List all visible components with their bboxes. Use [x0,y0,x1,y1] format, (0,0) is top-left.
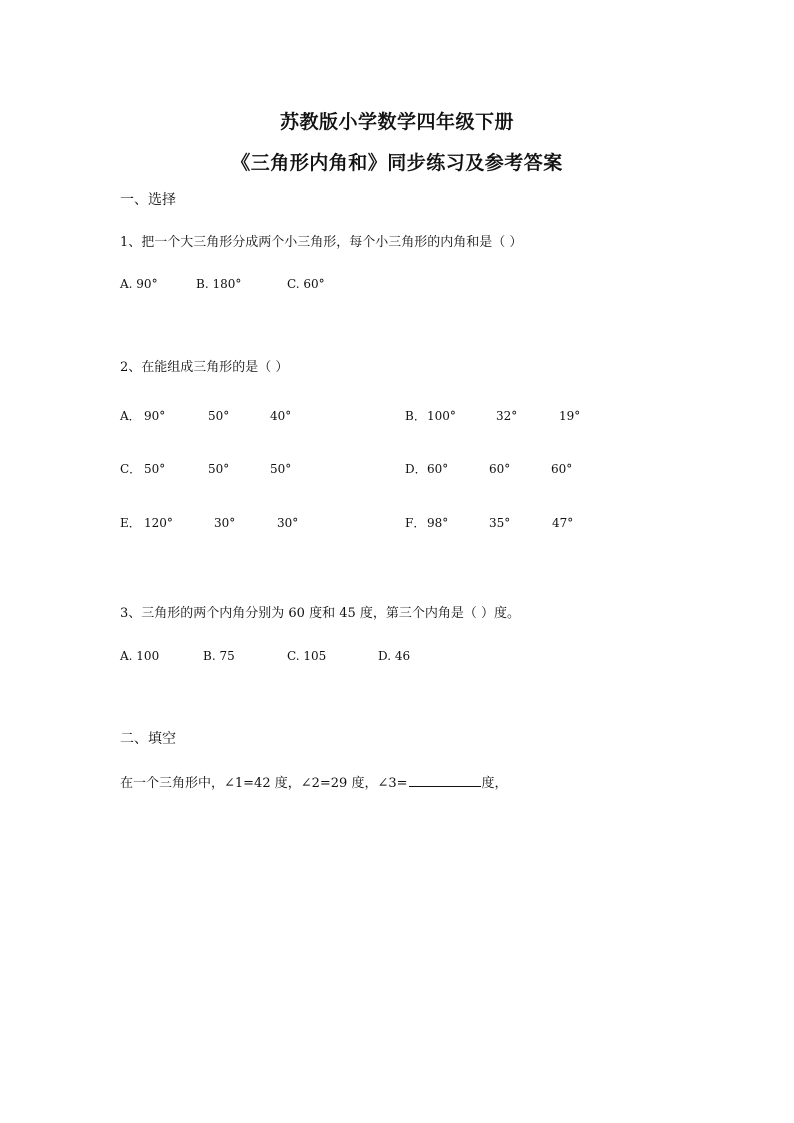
q2-option-f-angle-2: 35° [489,516,511,530]
question-2-text: 2、在能组成三角形的是（ ） [120,360,289,375]
q2-option-c-angle-2: 50° [208,462,230,476]
document-subtitle: 《三角形内角和》同步练习及参考答案 [231,152,563,174]
section-heading-choice: 一、选择 [120,192,176,208]
q2-option-e-angle-2: 30° [214,516,236,530]
question-3-text: 3、三角形的两个内角分别为 60 度和 45 度，第三个内角是（ ）度。 [120,606,521,621]
q2-option-d-angle-2: 60° [489,462,511,476]
answer-blank[interactable] [409,773,481,787]
q3-option-a: A. 100 [120,649,160,663]
q2-option-f-angle-1: 98° [427,516,449,530]
q2-option-a-angle-2: 50° [208,409,230,423]
fill-in-question-1-suffix: 度， [481,776,508,791]
q2-option-b-angle-2: 32° [496,409,518,423]
document-title: 苏教版小学数学四年级下册 [279,111,514,133]
q1-option-a: A. 90° [120,277,158,291]
q2-option-c-label: C． [120,462,142,476]
q2-option-d-label: D． [405,462,427,476]
q3-option-d: D. 46 [378,649,411,663]
q2-option-a-angle-3: 40° [270,409,292,423]
q2-option-d-angle-3: 60° [551,462,573,476]
fill-in-question-1-text: 在一个三角形中，∠1=42 度，∠2=29 度，∠3= [120,776,408,791]
q2-option-b-angle-1: 100° [427,409,456,423]
q2-option-e-angle-3: 30° [277,516,299,530]
q3-option-b: B. 75 [203,649,235,663]
q1-option-b: B. 180° [196,277,242,291]
q2-option-c-angle-1: 50° [144,462,166,476]
q2-option-e-angle-1: 120° [144,516,173,530]
fill-in-question-1 [120,773,508,793]
q2-option-b-label: B． [405,409,426,423]
q2-option-c-angle-3: 50° [270,462,292,476]
q2-option-d-angle-1: 60° [427,462,449,476]
question-1-text: 1、把一个大三角形分成两个小三角形，每个小三角形的内角和是（ ） [120,235,523,250]
q2-option-b-angle-3: 19° [559,409,581,423]
q1-option-c: C. 60° [287,277,325,291]
section-heading-fill-in: 二、填空 [120,731,176,747]
q2-option-a-label: A． [120,409,141,423]
q2-option-f-label: F． [405,516,426,530]
q2-option-a-angle-1: 90° [144,409,166,423]
q2-option-e-label: E． [120,516,141,530]
q3-option-c: C. 105 [287,649,327,663]
q2-option-f-angle-3: 47° [552,516,574,530]
